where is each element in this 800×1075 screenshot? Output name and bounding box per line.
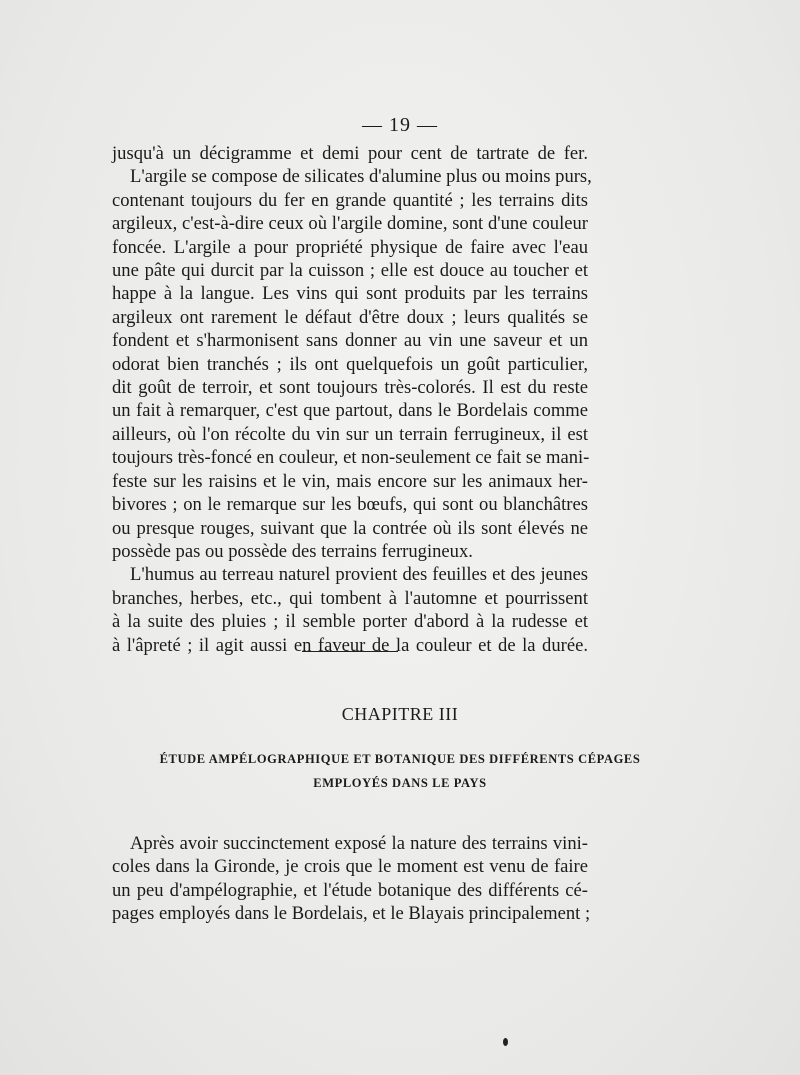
text-line: coles dans la Gironde, je crois que le moment est venu de faire	[112, 856, 588, 878]
text-line: ou presque rouges, suivant que la contrée où ils sont élevés ne	[112, 517, 588, 539]
paragraph-top	[112, 142, 592, 657]
text-line: odorat bien tranchés ; ils ont quelquefois un goût particulier,	[112, 353, 588, 375]
chapter-title: CHAPITRE III	[341, 704, 459, 724]
text-line: L'humus au terreau naturel provient des feuilles et des jeunes	[130, 564, 588, 586]
text-line: un peu d'ampélographie, et l'étude botanique des différents cé-	[112, 879, 588, 901]
chapter-subtitle-line-2: EMPLOYÉS DANS LE PAYS	[313, 776, 487, 790]
text-line: jusqu'à un décigramme et demi pour cent de tartrate de fer.	[112, 143, 588, 164]
text-line: à l'âpreté ; il agit aussi en faveur de la couleur et de la durée.	[112, 634, 588, 656]
page-number: — 19 —	[362, 114, 438, 136]
text-line: fondent et s'harmonisent sans donner au vin une saveur et un	[112, 330, 588, 352]
text-line: argileux, c'est-à-dire ceux où l'argile domine, sont d'une couleur	[112, 213, 588, 235]
text-line: contenant toujours du fer en grande quantité ; les terrains dits	[112, 189, 588, 211]
text-line: un fait à remarquer, c'est que partout, dans le Bordelais comme	[112, 400, 588, 422]
text-line: bivores ; on le remarque sur les bœufs, qui sont ou blanchâtres	[112, 494, 588, 516]
section-divider	[302, 651, 398, 652]
text-line: pages employés dans le Bordelais, et le Blayais principalement ;	[112, 903, 591, 925]
chapter-subtitle-line-1: ÉTUDE AMPÉLOGRAPHIQUE ET BOTANIQUE DES DIFFÉRENTS CÉPAGES	[159, 752, 641, 766]
text-line: branches, herbes, etc., qui tombent à l'automne et pourrissent	[112, 587, 588, 609]
text-line: une pâte qui durcit par la cuisson ; elle est douce au toucher et	[112, 260, 588, 282]
text-line: à la suite des pluies ; il semble porter d'abord à la rudesse et	[112, 611, 588, 633]
text-line: argileux ont rarement le défaut d'être doux ; leurs qualités se	[112, 306, 588, 328]
paragraph-bottom	[112, 832, 591, 926]
text-line: happe à la langue. Les vins qui sont produits par les terrains	[112, 283, 588, 305]
text-line: foncée. L'argile a pour propriété physique de faire avec l'eau	[112, 236, 588, 258]
ink-speck	[503, 1038, 508, 1046]
text-line: dit goût de terroir, et sont toujours très-colorés. Il est du reste	[112, 377, 588, 399]
text-line: toujours très-foncé en couleur, et non-seulement ce fait se mani-	[112, 447, 590, 469]
text-line: possède pas ou possède des terrains ferrugineux.	[112, 540, 473, 562]
text-line: L'argile se compose de silicates d'alumine plus ou moins purs,	[130, 166, 592, 188]
text-line: ailleurs, où l'on récolte du vin sur un terrain ferrugineux, il est	[112, 423, 588, 445]
text-line: Après avoir succinctement exposé la nature des terrains vini-	[130, 833, 588, 854]
text-line: feste sur les raisins et le vin, mais encore sur les animaux her-	[112, 470, 588, 492]
